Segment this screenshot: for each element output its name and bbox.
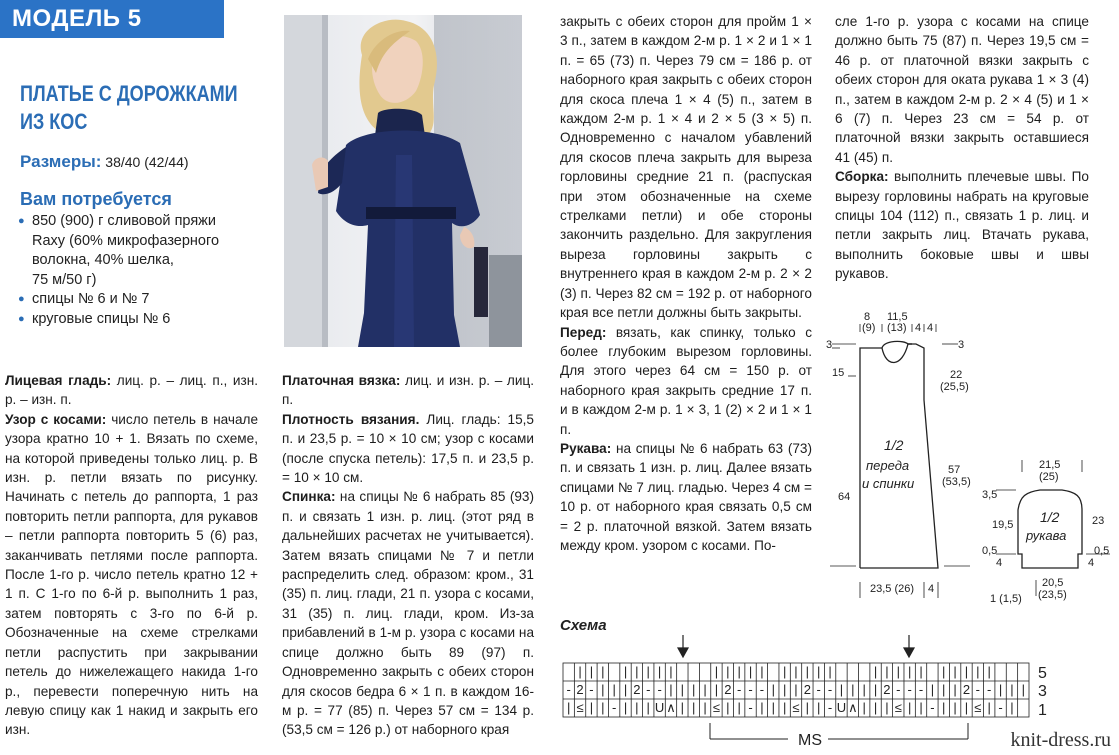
term-sleeves: Рукава: xyxy=(560,440,612,456)
chart-symbol: ≤ xyxy=(712,700,721,715)
chart-symbol: | xyxy=(589,700,594,715)
pattern-title xyxy=(20,80,238,136)
chart-symbol: | xyxy=(714,664,719,679)
chart-symbol: | xyxy=(635,664,639,679)
chart-symbol: | xyxy=(839,682,844,697)
materials-list xyxy=(18,212,258,329)
chart-symbol: - xyxy=(566,682,571,697)
sewing-pattern-diagram xyxy=(820,300,1119,610)
chart-symbol: | xyxy=(782,700,787,715)
chart-symbol: | xyxy=(748,664,753,679)
chart-symbol: - xyxy=(748,700,753,715)
sleeve-dim-top-b: (25) xyxy=(1039,471,1059,483)
chart-symbol: | xyxy=(862,700,866,715)
dim-bottom-23-5: 23,5 (26) xyxy=(870,583,915,595)
schema-title: Схема xyxy=(560,617,607,634)
row-label-5: 5 xyxy=(1038,665,1047,682)
chart-symbol: - xyxy=(930,700,935,715)
chart-symbol: | xyxy=(623,700,628,715)
chart-symbol: - xyxy=(827,700,833,715)
site-watermark: knit-dress.ru xyxy=(1010,729,1111,751)
chart-symbol: | xyxy=(771,700,775,715)
chart-symbol: | xyxy=(964,664,969,679)
chart-symbol: | xyxy=(953,664,957,679)
chart-symbol: | xyxy=(703,700,707,715)
chart-symbol: - xyxy=(987,682,992,697)
chart-symbol: | xyxy=(930,682,935,697)
materials-line: 75 м/50 г) xyxy=(32,271,97,288)
text-column-1 xyxy=(5,371,258,740)
chart-symbol: | xyxy=(726,700,730,715)
chart-symbol: | xyxy=(692,700,696,715)
term-back: Спинка: xyxy=(282,489,336,505)
chart-symbol: | xyxy=(589,664,594,679)
chart-symbol: | xyxy=(817,700,821,715)
chart-symbol: | xyxy=(942,682,946,697)
sleeve-dim-19-5: 19,5 xyxy=(992,519,1014,531)
chart-symbol: | xyxy=(907,664,912,679)
sleeve-dim-3-5: 3,5 xyxy=(982,489,998,501)
chart-symbol: | xyxy=(953,700,957,715)
paragraph-stockinette xyxy=(5,371,258,410)
chart-symbol: | xyxy=(669,664,673,679)
materials-item xyxy=(18,212,258,290)
chart-symbol: - xyxy=(827,682,833,697)
chart-symbol: | xyxy=(760,664,764,679)
model-photo xyxy=(284,15,522,347)
chart-arrows xyxy=(678,635,914,657)
chart-symbol: | xyxy=(828,664,832,679)
chart-symbol: | xyxy=(942,700,946,715)
sleeve-dim-bottom: 20,5 xyxy=(1042,577,1064,589)
chart-symbol: | xyxy=(896,664,900,679)
chart-symbol: | xyxy=(680,682,685,697)
materials-line: волокна, 40% шелка, xyxy=(32,252,174,268)
chart-symbol: | xyxy=(703,682,707,697)
chart-symbol: - xyxy=(646,682,651,697)
chart-symbol: | xyxy=(1010,682,1014,697)
chart-symbol: | xyxy=(782,682,787,697)
front-back-label-line2: переда xyxy=(866,458,910,473)
dim-right-3: 3 xyxy=(958,339,965,351)
chart-symbol: | xyxy=(1010,700,1014,715)
dim-13: (13) xyxy=(887,322,907,334)
row-label-1: 1 xyxy=(1038,702,1047,719)
chart-symbol: | xyxy=(873,682,878,697)
paragraph-assembly xyxy=(835,167,1089,283)
chart-symbol: | xyxy=(817,664,821,679)
pattern-title-line1: ПЛАТЬЕ С ДОРОЖКАМИ xyxy=(20,81,238,106)
chart-symbol: | xyxy=(919,664,923,679)
chart-symbol: | xyxy=(601,664,605,679)
chart-symbol: ∧ xyxy=(666,700,676,715)
materials-line: Raxy (60% микрофазерного xyxy=(32,232,220,249)
sleeve-dim-4-left: 4 xyxy=(996,557,1003,569)
chart-symbol: | xyxy=(692,682,696,697)
dim-left-3: 3 xyxy=(826,339,833,351)
sleeve-dim-4-right: 4 xyxy=(1088,557,1095,569)
sleeve-dim-0-5-left: 0,5 xyxy=(982,545,998,557)
chart-symbol: U xyxy=(836,700,847,715)
chart-symbol: | xyxy=(714,682,719,697)
chart-symbol: | xyxy=(737,664,741,679)
term-garter: Платочная вязка: xyxy=(282,373,401,388)
paragraph-text: число петель в начале узора кратно 10 + 1. Вязать по схеме, на которой приведены только лиц. р. В изн. р. петли вязать по рисунку. Начинать с петель до раппорта, 1 раз повторить петли раппорта, для рукавов – петли раппорта повторить 5 (6) раз, заканчивать петлями после раппорта. После 1-го р. число петель кратно 12 + 1 п. С 1-го по 6-й р. выполнить 1 раз, затем повторять с 3-го по 6-й р. Обозначенные на схеме стрелками петли распустить при закрывании петель до нижележащего накида 1-го р., перевести поперечную нить на левую спицу как 1 накид и закрыть его изн. xyxy=(5,411,258,738)
paragraph-sleeves xyxy=(560,439,812,555)
sizes-line xyxy=(20,152,189,172)
chart-symbol: | xyxy=(805,700,810,715)
paragraph-text: выполнить плечевые швы. По вырезу горловины набрать на круговые спицы 104 (112) п., связать 1 р. лиц. и петли закрыть лиц. Втачать рукава, выполнить боковые швы и швы рукавов. xyxy=(835,169,1089,282)
chart-symbol: | xyxy=(578,664,582,679)
chart-symbol: - xyxy=(816,682,821,697)
chart-symbol: | xyxy=(873,700,878,715)
chart-symbol: 2 xyxy=(962,682,971,697)
paragraph-cable-pattern xyxy=(5,410,258,740)
chart-symbol: U xyxy=(654,700,665,715)
materials-title: Вам потребуется xyxy=(20,189,172,209)
model-photo-illustration xyxy=(284,15,522,347)
chart-symbols xyxy=(567,664,1026,715)
chart-symbol: | xyxy=(612,682,616,697)
chart-symbol: | xyxy=(998,682,1003,697)
paragraph-text: вязать, как спинку, только с более глубоким вырезом горловины. Для этого через 64 см = 150 р. от наборного края закрыть средние 17 п. и в каждом 2-м р. 1 × 3, 1 (2) × 2 и 1 × 1 п. xyxy=(560,324,812,437)
chart-symbol: | xyxy=(566,700,571,715)
paragraph-back xyxy=(282,487,534,739)
sleeve-dim-bottom-left: 1 (1,5) xyxy=(990,593,1022,605)
paragraph-text: Лиц. гладь: 15,5 п. и 23,5 р. = 10 × 10 см; узор с косами (после спуска петель): 17,5 п. и 23,5 р. = 10 × 10 см. xyxy=(282,411,534,486)
chart-symbol: | xyxy=(907,700,912,715)
chart-symbol: - xyxy=(611,700,617,715)
chart-symbol: | xyxy=(862,682,866,697)
chart-symbol: | xyxy=(623,664,628,679)
sizes-label: Размеры: xyxy=(20,152,102,171)
chart-symbol: | xyxy=(873,664,878,679)
chart-symbol: ∧ xyxy=(848,700,858,715)
paragraph-text: на спицы № 6 набрать 63 (73) п. и связать 1 изн. р. лиц. Далее вязать спицами № 7 лиц. гладью. Через 4 см = 10 р. от наборного края связать 0,5 см = 2 р. платочной вязкой. Затем вязать между кром. узором с косами. По- xyxy=(560,440,812,553)
chart-symbol: | xyxy=(771,682,775,697)
dim-8: 8 xyxy=(864,311,871,323)
materials-line: ● 850 (900) г сливовой пряжи xyxy=(32,213,216,229)
chart-symbol: | xyxy=(782,664,787,679)
sizes-value: 38/40 (42/44) xyxy=(105,154,189,170)
front-back-pattern xyxy=(860,341,938,568)
ms-label: MS xyxy=(798,732,822,749)
paragraph-garter xyxy=(282,371,534,410)
chart-symbol: | xyxy=(953,682,957,697)
chart-symbol: - xyxy=(759,682,765,697)
chart-symbol: | xyxy=(601,682,605,697)
dim-right-25-5: (25,5) xyxy=(940,381,969,393)
chart-symbol: 2 xyxy=(803,682,811,697)
chart-symbol: | xyxy=(1021,682,1026,697)
dim-4b: 4 xyxy=(927,322,934,334)
sleeve-dim-bottom-b: (23,5) xyxy=(1038,589,1067,601)
text-column-3 xyxy=(560,12,812,555)
chart-symbol: 2 xyxy=(633,682,641,697)
materials-item xyxy=(18,290,258,310)
chart-symbol: | xyxy=(794,664,798,679)
chart-symbol: | xyxy=(601,700,605,715)
chart-symbol: | xyxy=(794,682,798,697)
dim-11-5: 11,5 xyxy=(887,311,908,323)
chart-symbol: | xyxy=(885,664,889,679)
sleeve-dim-23: 23 xyxy=(1092,515,1105,527)
chart-symbol: | xyxy=(680,700,685,715)
chart-symbol: | xyxy=(726,664,730,679)
chart-symbol: | xyxy=(623,682,628,697)
paragraph-text: на спицы № 6 набрать 85 (93) п. и связать 1 изн. р. лиц. (этот ряд в дальнейших расчетах не учитывается). Затем вязать спицами № 7 и петли распределить след. образом: кром., 31 (35) п. лиц. глади, 21 п. узора с косами, 31 (35) п. лиц. глади, кром. Из-за прибавлений в 1-м р. узора с косами на спице должно быть 89 (97) п. Одновременно закрыть с обеих сторон для скосов бедра 6 × 1 п. в каждом 16-м р. = 77 (85) п. Через 57 см = 134 р. (53,5 см = 126 р.) от наборного края xyxy=(282,489,534,738)
model-header: МОДЕЛЬ 5 xyxy=(0,0,224,38)
chart-symbol: 2 xyxy=(576,682,584,697)
term-front: Перед: xyxy=(560,324,607,340)
chart-symbol: | xyxy=(942,664,946,679)
text-column-4 xyxy=(835,12,1089,284)
paragraph-sleeves-continued: сле 1-го р. узора с косами на спице должно быть 75 (87) п. Через 19,5 см = 46 р. от платочной вязки закрыть с обеих сторон для оката рукава 1 × 3 (4) п., затем в каждом 2-м р. 2 × 4 (5) и 1 × 6 (7) п. Через 23 см = 54 р. от платочной вязки закрыть оставшиеся 41 (45) п. xyxy=(835,14,1089,165)
chart-symbol: | xyxy=(987,700,991,715)
chart-symbol: | xyxy=(635,700,639,715)
front-back-label-line3: и спинки xyxy=(862,476,915,491)
sleeve-dim-0-5-right: 0,5 xyxy=(1094,545,1110,557)
chart-symbol: | xyxy=(919,700,923,715)
chart-symbol: | xyxy=(657,664,662,679)
chart-symbol: - xyxy=(896,682,901,697)
materials-line: ● спицы № 6 и № 7 xyxy=(32,291,150,307)
chart-symbol: | xyxy=(805,664,810,679)
front-back-label: 1/2 xyxy=(884,437,904,453)
chart-symbol: | xyxy=(885,700,889,715)
materials-line: ● круговые спицы № 6 xyxy=(32,310,171,327)
chart-symbol: - xyxy=(998,700,1003,715)
row-label-3: 3 xyxy=(1038,683,1047,700)
chart-symbol: | xyxy=(851,682,855,697)
term-gauge: Плотность вязания. xyxy=(282,411,420,427)
dim-right-22: 22 xyxy=(950,369,963,381)
dim-9: (9) xyxy=(862,322,876,334)
chart-symbol: | xyxy=(964,700,969,715)
dim-right-57: 57 xyxy=(948,464,961,476)
chart-symbol: ≤ xyxy=(792,700,800,715)
chart-symbol: | xyxy=(669,682,673,697)
chart-symbol: | xyxy=(646,700,650,715)
paragraph-front xyxy=(560,323,812,439)
ms-bracket xyxy=(710,723,968,739)
chart-symbol: 2 xyxy=(883,682,891,697)
chart-symbol: | xyxy=(760,700,764,715)
chart-symbol: | xyxy=(976,664,980,679)
dim-left-64: 64 xyxy=(838,491,851,503)
term-cable-pattern: Узор с косами: xyxy=(5,411,107,427)
chart-symbol: | xyxy=(646,664,650,679)
dim-4a: 4 xyxy=(915,322,922,334)
knitting-chart xyxy=(558,635,1058,750)
chart-symbol: - xyxy=(907,682,912,697)
dim-bottom-4: 4 xyxy=(928,583,935,595)
sleeve-dim-top: 21,5 xyxy=(1039,459,1061,471)
term-stockinette: Лицевая гладь: xyxy=(5,373,112,388)
chart-symbol: - xyxy=(975,682,981,697)
materials-item xyxy=(18,310,258,330)
text-column-2 xyxy=(282,371,534,740)
paragraph-gauge xyxy=(282,410,534,488)
paragraph-text: лиц. р. – лиц. п., изн. р. – изн. п. xyxy=(5,373,258,408)
sleeve-label-line2: рукава xyxy=(1026,528,1067,543)
chart-symbol: | xyxy=(987,664,991,679)
chart-symbol: ≤ xyxy=(894,700,902,715)
paragraph-back-continued: закрыть с обеих сторон для пройм 1 × 3 п., затем в каждом 2-м р. 1 × 2 и 1 × 1 п. = 65 (73) п. Через 79 см = 186 р. от наборного края закрыть с обеих сторон для скоса плеча 1 × 4 (5) п., затем в каждом 2-м р. 1 × 4 и 2 × 5 (3 × 5) п. Одновременно с началом убавлений для скосов плеча закрыть для выреза горловины средние 21 п. (распуская при этом обозначенные на схеме стрелками петли) и обе стороны закончить раздельно. Для закругления выреза горловины закрыть с внутреннего края в каждом 2-м р. 2 × 2 (3) п. Через 82 см = 192 р. от наборного края все петли должны быть закрыты. xyxy=(560,14,812,321)
chart-symbol: - xyxy=(589,682,594,697)
chart-symbol: - xyxy=(748,682,753,697)
paragraph-text: лиц. и изн. р. – лиц. п. xyxy=(282,373,534,408)
chart-symbol: ≤ xyxy=(974,700,982,715)
sleeve-label: 1/2 xyxy=(1040,509,1060,525)
chart-symbol: - xyxy=(918,682,924,697)
chart-symbol: - xyxy=(736,682,742,697)
chart-symbol: | xyxy=(737,700,741,715)
dim-left-15: 15 xyxy=(832,367,845,379)
chart-symbol: - xyxy=(657,682,662,697)
chart-symbol: 2 xyxy=(724,682,732,697)
pattern-title-line2: ИЗ КОС xyxy=(20,109,88,134)
chart-symbol: ≤ xyxy=(576,700,584,715)
term-assembly: Сборка: xyxy=(835,169,889,185)
dim-right-53-5: (53,5) xyxy=(942,476,971,488)
